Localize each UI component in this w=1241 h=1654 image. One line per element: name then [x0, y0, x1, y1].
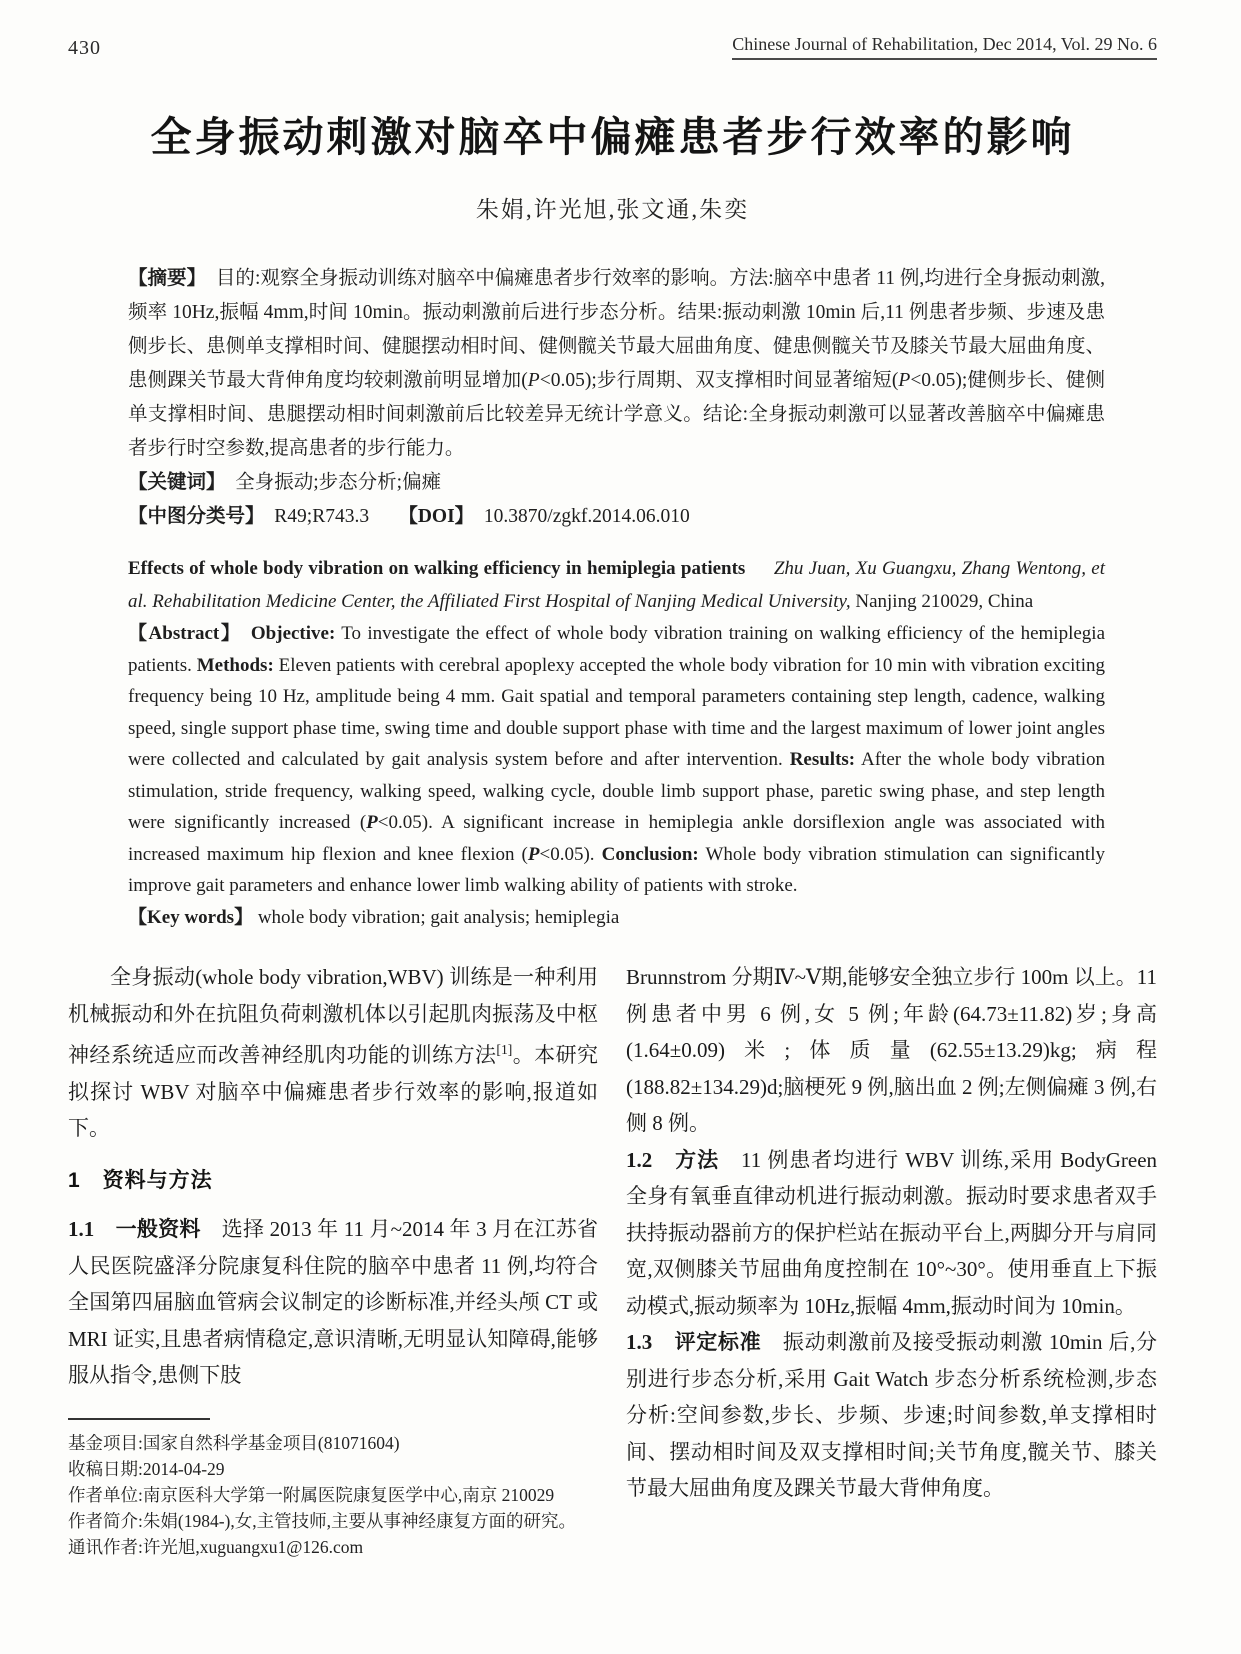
page-header [68, 34, 1157, 60]
english-block [128, 552, 1105, 933]
en-keywords: 【Key words】 whole body vibration; gait analysis; hemiplegia [128, 906, 620, 928]
paragraph-1-1-continued: Brunnstrom 分期Ⅳ~Ⅴ期,能够安全独立步行 100m 以上。11 例患者中男 6 例,女 5 例;年龄(64.73±11.82)岁;身高(1.64±0.09)米;体质量(62.55±13.29)kg;病程(188.82±134.29)d;脑梗死 9 例,脑出血 2 例;左侧偏瘫 3 例,右侧 8 例。 [626, 965, 1157, 1135]
intro-paragraph: 全身振动(whole body vibration,WBV) 训练是一种利用机械振动和外在抗阻负荷刺激机体以引起肌肉振荡及中枢神经系统适应而改善神经肌肉功能的训练方法[1]。本研究拟探讨 WBV 对脑卒中偏瘫患者步行效率的影响,报道如下。 [68, 965, 599, 1140]
footnote-received-date: 收稿日期:2014-04-29 [68, 1458, 225, 1479]
footnote-affiliation: 作者单位:南京医科大学第一附属医院康复医学中心,南京 210029 [68, 1484, 555, 1505]
left-column [68, 959, 598, 1560]
body-columns [68, 959, 1157, 1560]
article-title: 全身振动刺激对脑卒中偏瘫患者步行效率的影响 [150, 114, 1075, 160]
footnote-corresponding-author: 通讯作者:许光旭,xuguangxu1@126.com [68, 1536, 364, 1557]
authors-line: 朱娟,许光旭,张文通,朱奕 [475, 197, 750, 222]
journal-citation: Chinese Journal of Rehabilitation, Dec 2014, Vol. 29 No. 6 [732, 34, 1157, 60]
footnote-block [68, 1418, 598, 1560]
en-title-and-affiliation: Effects of whole body vibration on walking efficiency in hemiplegia patients Zhu Juan, Xu Guangxu, Zhang Wentong, et al. Rehabilitation Medicine Center, the Affiliated First Hospital of Nanjing Medical University, Nanjing 210029, China [128, 558, 1105, 612]
abstract-block [128, 262, 1105, 933]
paragraph-1-3: 1.3 评定标准 振动刺激前及接受振动刺激 10min 后,分别进行步态分析,采用 Gait Watch 步态分析系统检测,步态分析:空间参数,步长、步频、步速;时间参数,单支撑相时间、摆动相时间及双支撑相时间;关节角度,髋关节、膝关节最大屈曲角度及踝关节最大背伸角度。 [626, 1330, 1157, 1500]
footnote-author-bio: 作者简介:朱娟(1984-),女,主管技师,主要从事神经康复方面的研究。 [68, 1510, 576, 1531]
cn-abstract: 【摘要】 目的:观察全身振动训练对脑卒中偏瘫患者步行效率的影响。方法:脑卒中患者 11 例,均进行全身振动刺激,频率 10Hz,振幅 4mm,时间 10min。振动刺激前后进行步态分析。结果:振动刺激 10min 后,11 例患者步频、步速及患侧步长、患侧单支撑相时间、健腿摆动相时间、健侧髋关节最大屈曲角度、健患侧髋关节及膝关节最大屈曲角度、患侧踝关节最大背伸角度均较刺激前明显增加(P<0.05);步行周期、双支撑相时间显著缩短(P<0.05);健侧步长、健侧单支撑相时间、患腿摆动相时间刺激前后比较差异无统计学意义。结论:全身振动刺激可以显著改善脑卒中偏瘫患者步行时空参数,提高患者的步行能力。 [128, 268, 1105, 459]
cn-classification-doi: 【中图分类号】 R49;R743.3 【DOI】 10.3870/zgkf.2014.06.010 [128, 506, 690, 527]
en-abstract: 【Abstract】 Objective: To investigate the effect of whole body vibration training on walking efficiency of the hemiplegia patients. Methods: Eleven patients with cerebral apoplexy accepted the whole body vibration for 10 min with vibration exciting frequency being 10 Hz, amplitude being 4 mm. Gait spatial and temporal parameters containing step length, cadence, walking speed, single support phase time, swing time and double support phase with time and the largest maximum of lower joint angles were collected and calculated by gait analysis system before and after intervention. Results: After the whole body vibration stimulation, stride frequency, walking speed, walking cycle, double limb support phase, paretic swing phase, and step length were significantly increased (P<0.05). A significant increase in hemiplegia ankle dorsiflexion angle was associated with increased maximum hip flexion and knee flexion (P<0.05). Conclusion: Whole body vibration stimulation can significantly improve gait parameters and enhance lower limb walking ability of patients with stroke. [128, 623, 1105, 896]
page-number: 430 [68, 37, 101, 59]
footnote-funding: 基金项目:国家自然科学基金项目(81071604) [68, 1432, 400, 1453]
section-heading-1: 1 资料与方法 [68, 1168, 213, 1192]
footnote-divider [68, 1418, 210, 1420]
paragraph-1-2: 1.2 方法 11 例患者均进行 WBV 训练,采用 BodyGreen 全身有氧垂直律动机进行振动刺激。振动时要求患者双手扶持振动器前方的保护栏站在振动平台上,两脚分开与肩同宽,双侧膝关节屈曲角度控制在 10°~30°。使用垂直上下振动模式,振动频率为 10Hz,振幅 4mm,振动时间为 10min。 [626, 1147, 1158, 1318]
right-column [626, 959, 1157, 1560]
cn-keywords: 【关键词】 全身振动;步态分析;偏瘫 [128, 472, 442, 493]
paragraph-1-1: 1.1 一般资料 选择 2013 年 11 月~2014 年 3 月在江苏省人民医院盛泽分院康复科住院的脑卒中患者 11 例,均符合全国第四届脑血管病会议制定的诊断标准,并经头颅 CT 或 MRI 证实,且患者病情稳定,意识清晰,无明显认知障碍,能够服从指令,患侧下肢 [68, 1217, 598, 1387]
